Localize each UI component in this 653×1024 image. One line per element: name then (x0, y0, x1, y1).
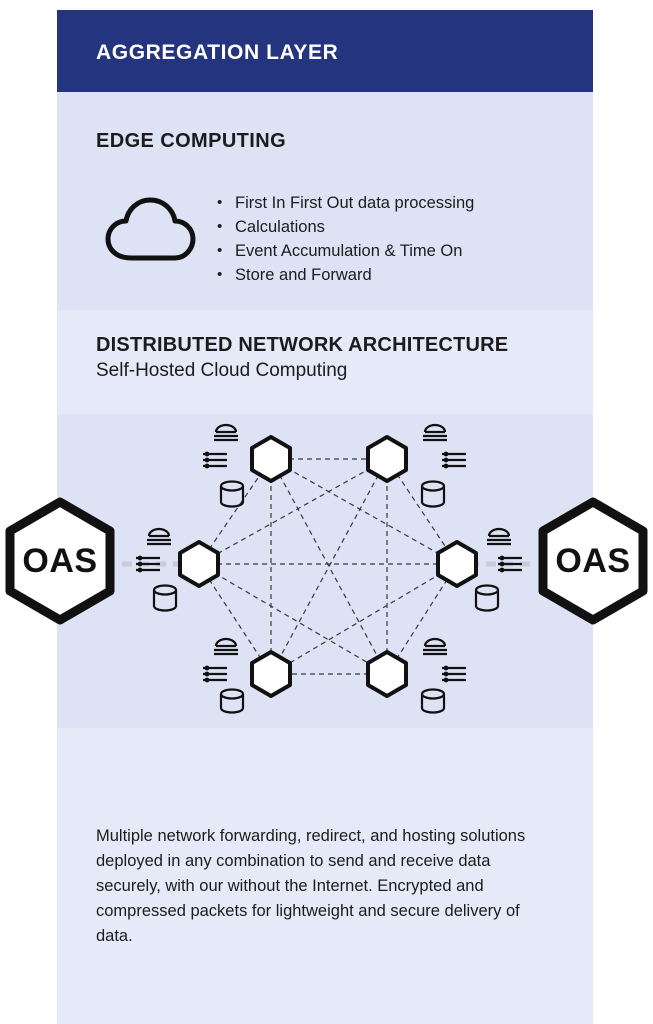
cloud-icon (105, 196, 205, 264)
list-item: • Store and Forward (217, 264, 474, 287)
database-cylinder-icon (422, 482, 444, 507)
stack-icon (442, 667, 466, 682)
network-node (252, 437, 290, 481)
oas-endpoint-right (533, 496, 653, 626)
database-cylinder-icon (422, 690, 444, 713)
distributed-network-diagram (57, 404, 593, 718)
network-node (252, 652, 290, 696)
database-cylinder-icon (154, 586, 176, 611)
stack-icon (203, 453, 227, 468)
description-band (57, 728, 593, 1024)
network-node (438, 542, 476, 586)
oas-right-label: OAS (555, 541, 631, 580)
mesh-links (199, 459, 457, 674)
distributed-network-heading: DISTRIBUTED NETWORK ARCHITECTURE (96, 334, 509, 356)
network-nodes (180, 437, 476, 696)
stack-icon (203, 667, 227, 682)
stack-icon (487, 529, 511, 544)
stack-icon (147, 529, 171, 544)
edge-computing-heading: EDGE COMPUTING (96, 130, 287, 152)
description-text: Multiple network forwarding, redirect, and hosting solutions deployed in any combination to send and receive data securely, with our without the Internet. Encrypted and compressed packets for lightweight and secure delivery of data. (96, 827, 526, 945)
oas-endpoint-left (0, 496, 120, 626)
stack-icon (442, 453, 466, 468)
edge-computing-section (57, 92, 593, 310)
stack-icon (214, 425, 238, 440)
stack-icon (423, 639, 447, 654)
oas-left-label: OAS (22, 541, 98, 580)
database-cylinder-icon (221, 482, 243, 507)
stack-icon (136, 557, 160, 572)
list-item: • Event Accumulation & Time On (217, 240, 474, 263)
page-title: AGGREGATION LAYER (96, 41, 339, 64)
network-node (368, 652, 406, 696)
network-node (180, 542, 218, 586)
stack-icon (423, 425, 447, 440)
distributed-network-heading-band (57, 310, 593, 414)
network-node (368, 437, 406, 481)
database-cylinder-icon (221, 690, 243, 713)
stack-icon (498, 557, 522, 572)
list-item: • Calculations (217, 216, 474, 239)
stack-icon (214, 639, 238, 654)
list-item: • First In First Out data processing (217, 192, 474, 215)
database-cylinder-icon (476, 586, 498, 611)
edge-computing-list (217, 192, 474, 288)
header-band (57, 10, 593, 92)
distributed-network-subheading: Self-Hosted Cloud Computing (96, 360, 348, 381)
